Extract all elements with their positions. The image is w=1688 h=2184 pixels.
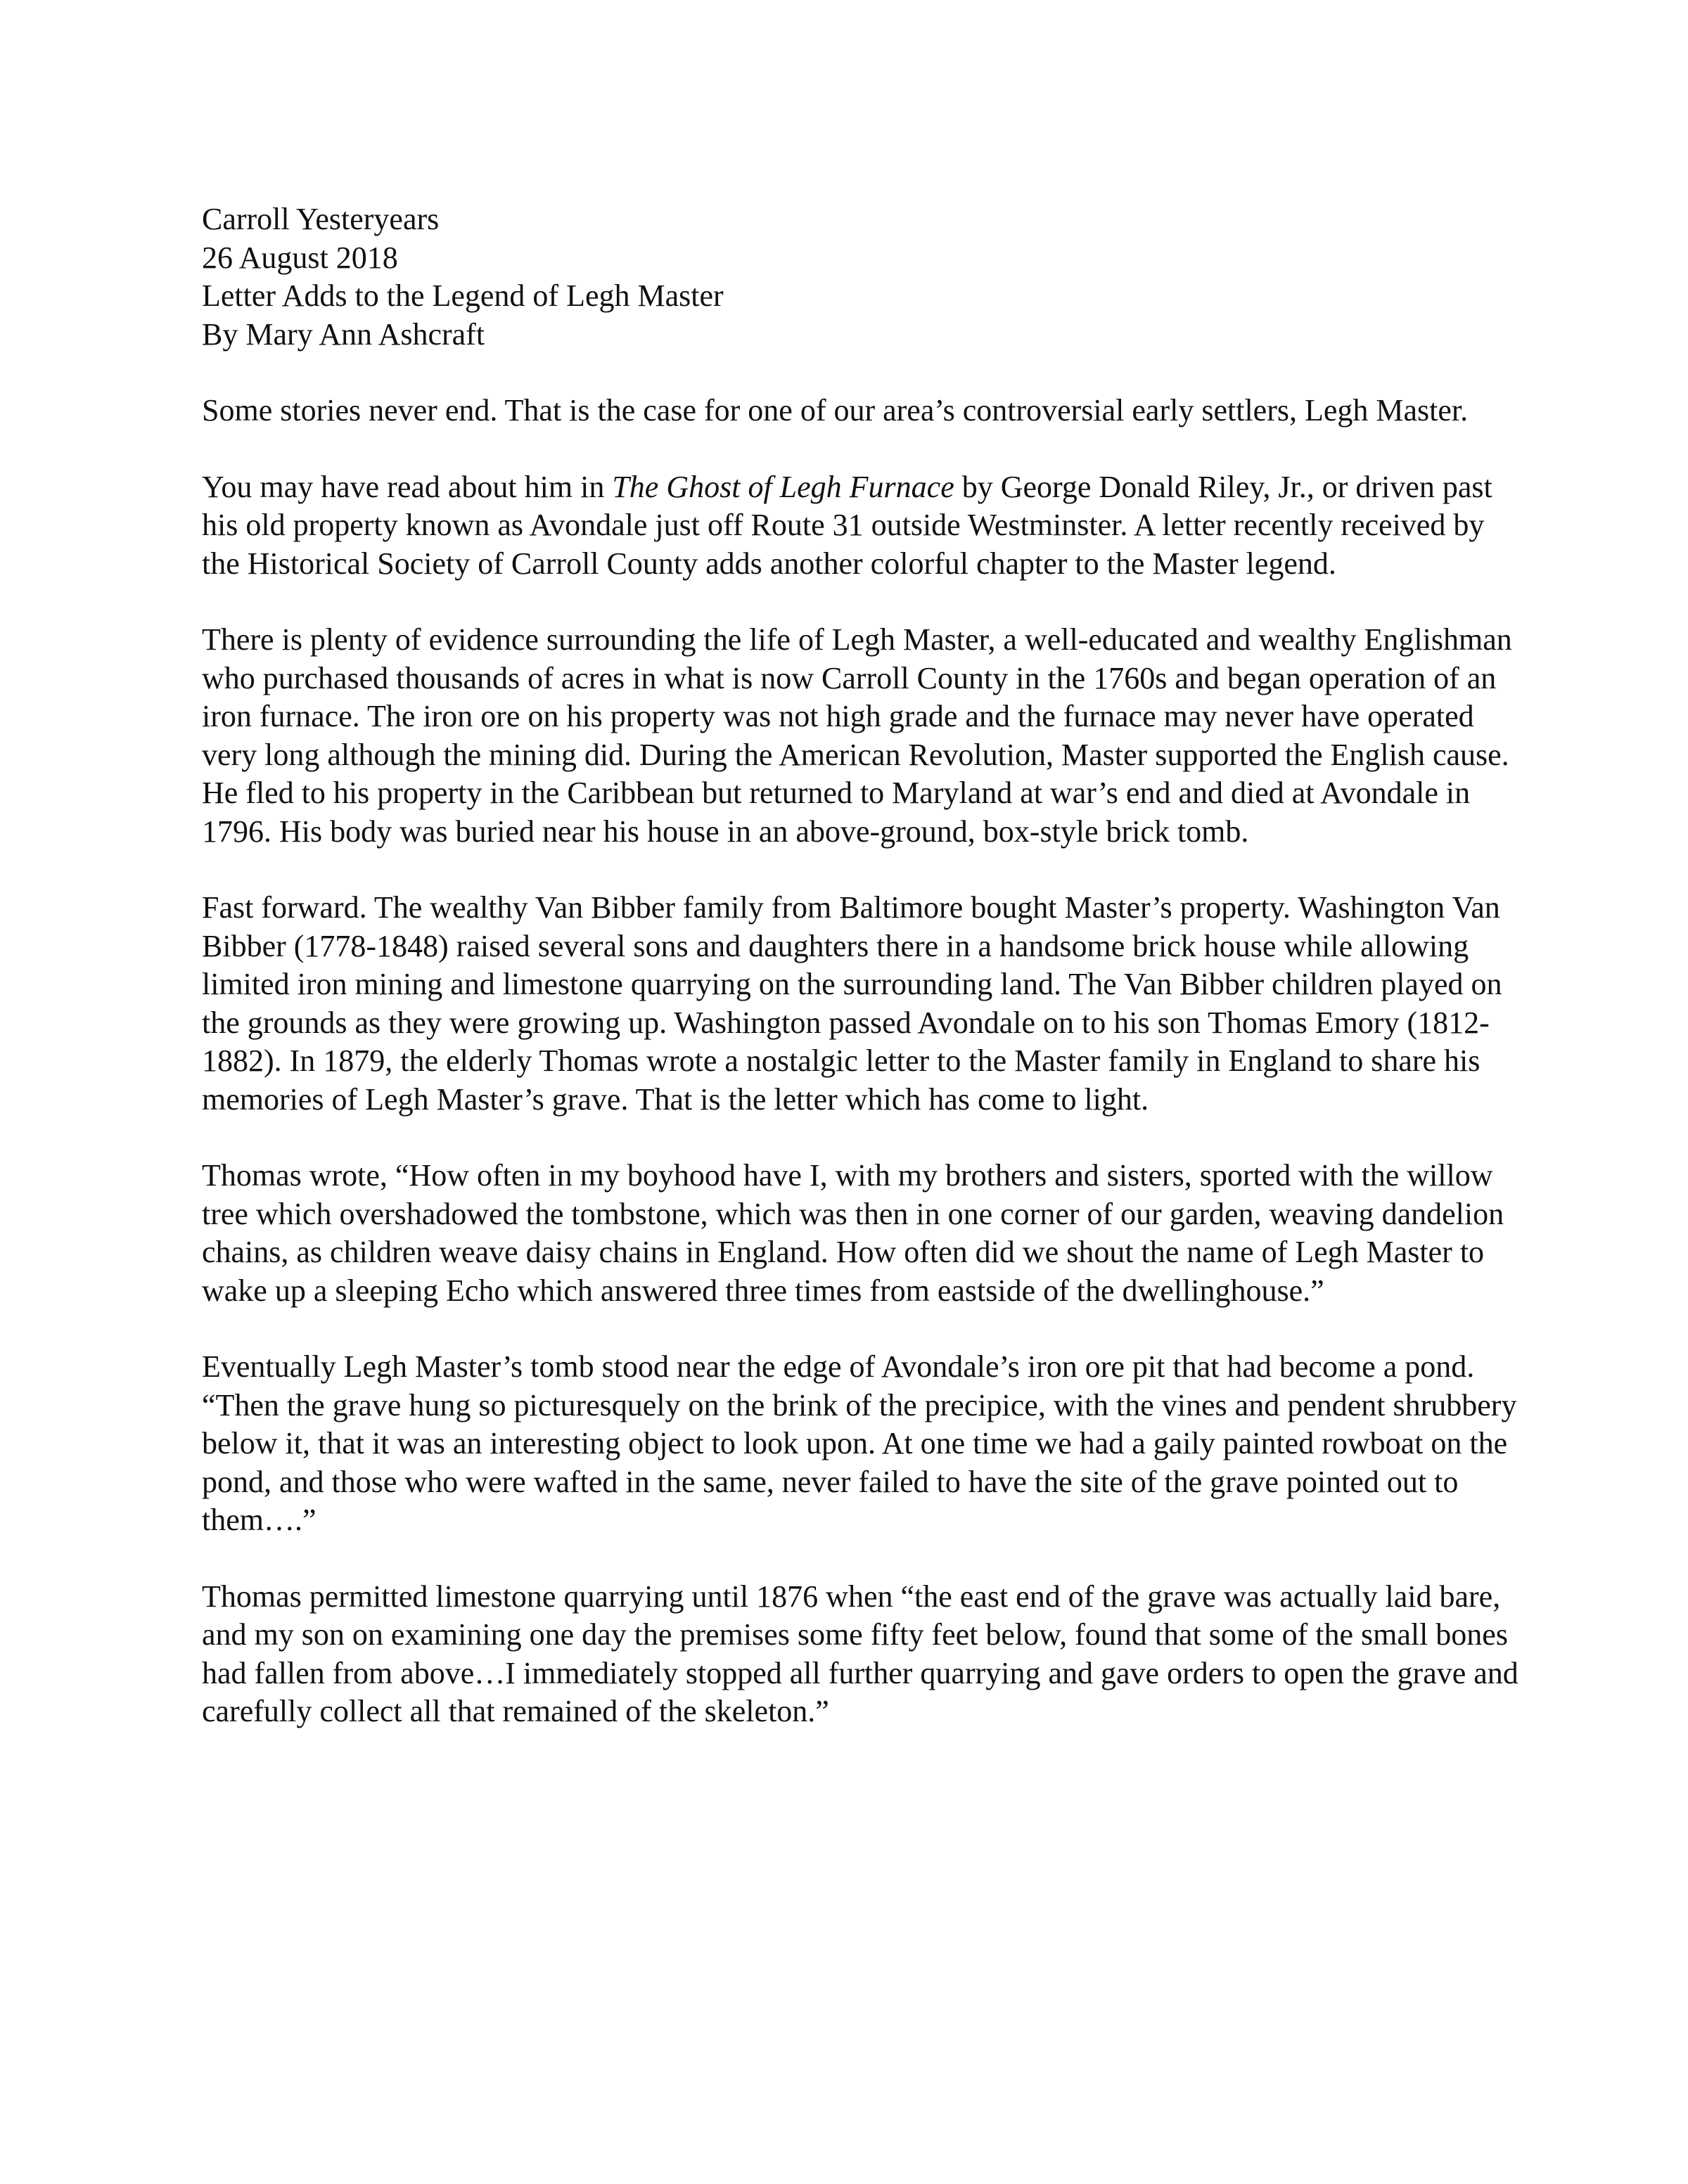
article-header <box>202 200 1524 354</box>
paragraph-7: Thomas permitted limestone quarrying until 1876 when “the east end of the grave was actually laid bare, and my son on examining one day the premises some fifty feet below, found that some of the small bones had fallen from above…I immediately stopped all further quarrying and gave orders to open the grave and carefully collect all that remained of the skeleton.” <box>202 1579 1518 1728</box>
article-title: Letter Adds to the Legend of Legh Master <box>202 278 724 313</box>
book-title: The Ghost of Legh Furnace <box>612 469 954 504</box>
paragraph-3: There is plenty of evidence surrounding the life of Legh Master, a well-educated and wealthy Englishman who purchased thousands of acres in what is now Carroll County in the 1760s and began operation of an iron furnace. The iron ore on his property was not high grade and the furnace may never have operated very long although the mining did. During the American Revolution, Master supported the English cause. He fled to his property in the Caribbean but returned to Maryland at war’s end and died at Avondale in 1796. His body was buried near his house in an above-ground, box-style brick tomb. <box>202 622 1512 849</box>
paragraph-2 <box>202 468 1524 584</box>
paragraph-2-text-after: by George Donald Riley, Jr., or driven past his old property known as Avondale just off Route 31 outside Westminster. A letter recently received by the Historical Society of Carroll County adds another colorful chapter to the Master legend. <box>202 469 1492 581</box>
column-name: Carroll Yesteryears <box>202 202 440 236</box>
paragraph-6: Eventually Legh Master’s tomb stood near the edge of Avondale’s iron ore pit that had become a pond. “Then the grave hung so picturesquely on the brink of the precipice, with the vines and pendent shrubbery below it, that it was an interesting object to look upon. At one time we had a gaily painted rowboat on the pond, and those who were wafted in the same, never failed to have the site of the grave pointed out to them….” <box>202 1349 1517 1537</box>
paragraph-5: Thomas wrote, “How often in my boyhood have I, with my brothers and sisters, sported with the willow tree which overshadowed the tombstone, which was then in one corner of our garden, weaving dandelion chains, as children weave daisy chains in England. How often did we shout the name of Legh Master to wake up a sleeping Echo which answered three times from eastside of the dwellinghouse.” <box>202 1158 1504 1308</box>
article-body <box>202 200 1524 1731</box>
paragraph-2-text-before: You may have read about him in <box>202 469 613 504</box>
paragraph-4: Fast forward. The wealthy Van Bibber family from Baltimore bought Master’s property. Washington Van Bibber (1778-1848) raised several sons and daughters there in a handsome brick house while allowing limited iron mining and limestone quarrying on the surrounding land. The Van Bibber children played on the grounds as they were growing up. Washington passed Avondale on to his son Thomas Emory (1812-1882). In 1879, the elderly Thomas wrote a nostalgic letter to the Master family in England to share his memories of Legh Master’s grave. That is the letter which has come to light. <box>202 890 1502 1117</box>
byline: By Mary Ann Ashcraft <box>202 316 485 352</box>
paragraph-1: Some stories never end. That is the case for one of our area’s controversial early settlers, Legh Master. <box>202 393 1469 428</box>
publication-date: 26 August 2018 <box>202 240 398 275</box>
